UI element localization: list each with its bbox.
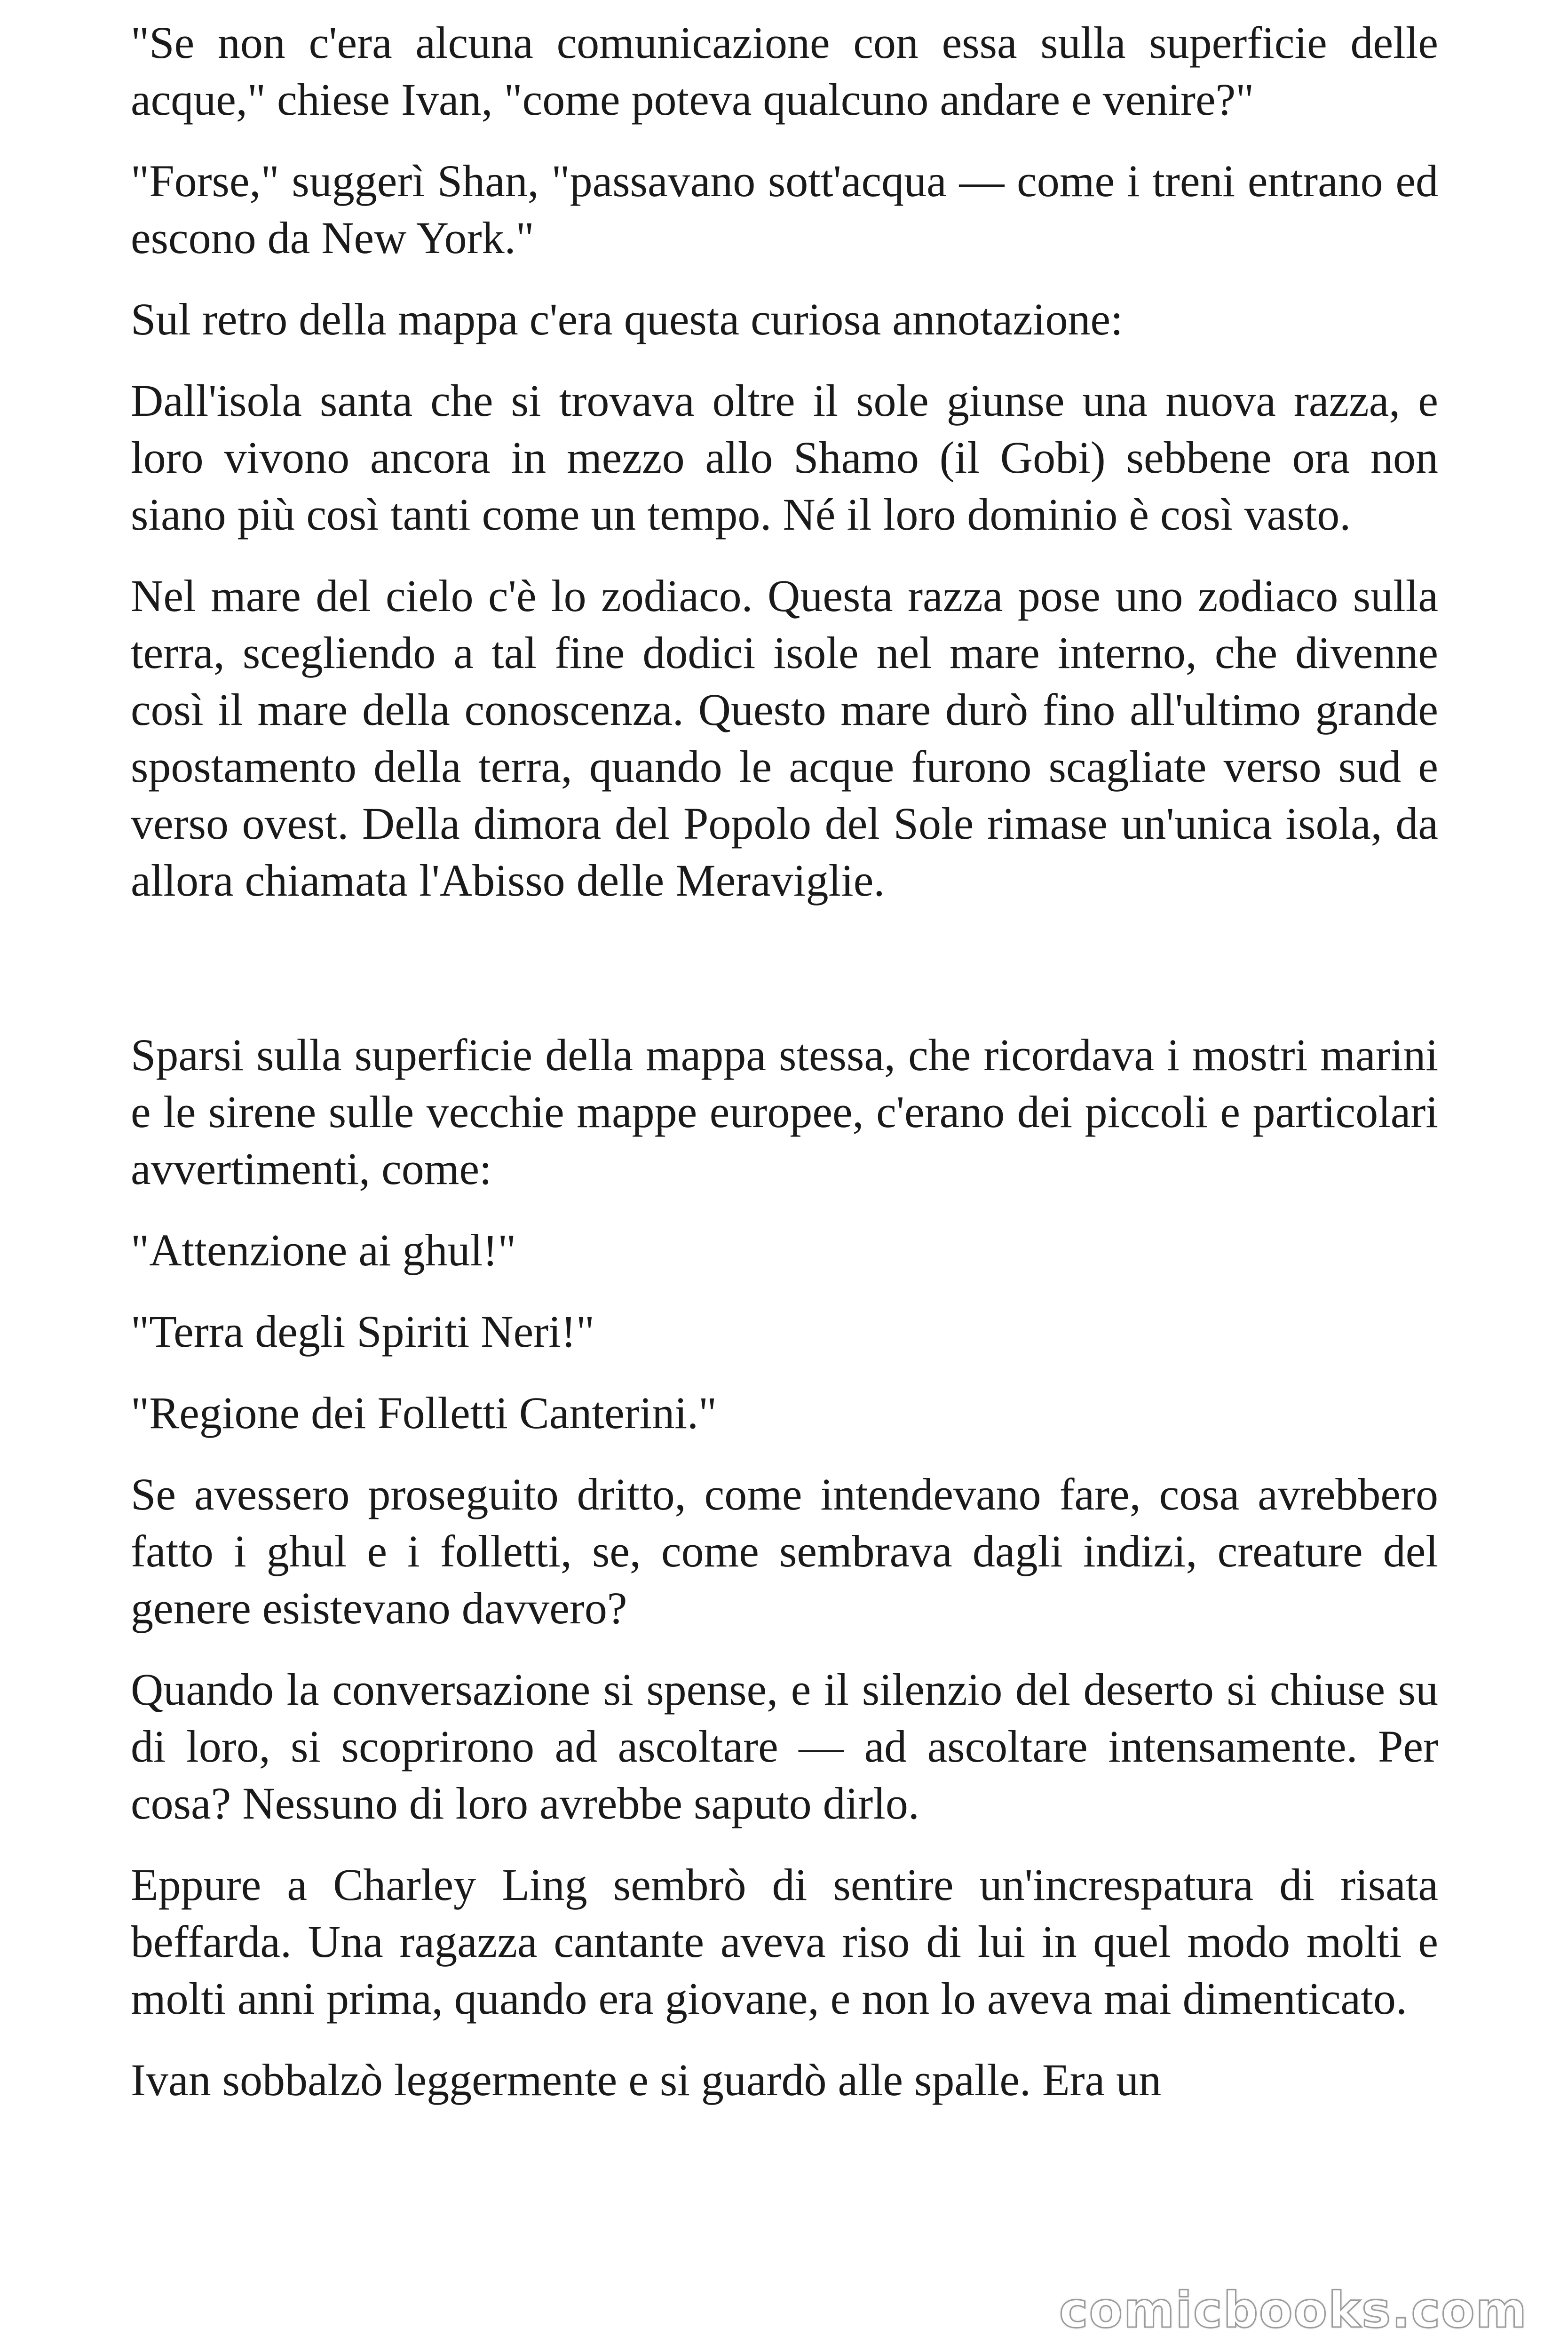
paragraph-warning-singing-goblins: "Regione dei Folletti Canterini." xyxy=(131,1388,717,1438)
paragraph-desert-silence: Quando la conversazione si spense, e il silenzio del deserto si chiuse su di loro, si scoprirono ad ascoltare — ad ascoltare intensamente. Per cosa? Nessuno di loro avrebbe saputo dirlo. xyxy=(131,1664,1438,1828)
watermark-logo: comicbooks.com xyxy=(1059,2281,1528,2339)
document-body xyxy=(131,14,1438,2133)
paragraph-ghouls-question: Se avessero proseguito dritto, come intendevano fare, cosa avrebbero fatto i ghul e i folletti, se, come sembrava dagli indizi, creature del genere esistevano davvero? xyxy=(131,1469,1438,1633)
paragraph-ivan-question: "Se non c'era alcuna comunicazione con essa sulla superficie delle acque," chiese Ivan, "come poteva qualcuno andare e venire?" xyxy=(131,17,1438,125)
paragraph-warning-ghouls: "Attenzione ai ghul!" xyxy=(131,1225,516,1275)
paragraph-map-annotation-intro: Sul retro della mappa c'era questa curiosa annotazione: xyxy=(131,294,1123,344)
paragraph-shan-answer: "Forse," suggerì Shan, "passavano sott'acqua — come i treni entrano ed escono da New York." xyxy=(131,156,1438,263)
paragraph-zodiac: Nel mare del cielo c'è lo zodiaco. Questa razza pose uno zodiaco sulla terra, scegliendo a tal fine dodici isole nel mare interno, che divenne così il mare della conoscenza. Questo mare durò fino all'ultimo grande spostamento della terra, quando le acque furono scagliate verso sud e verso ovest. Della dimora del Popolo del Sole rimase un'unica isola, da allora chiamata l'Abisso delle Meraviglie. xyxy=(131,571,1438,906)
paragraph-charley-ling: Eppure a Charley Ling sembrò di sentire un'increspatura di risata beffarda. Una ragazza cantante aveva riso di lui in quel modo molti e molti anni prima, quando era giovane, e non lo aveva mai dimenticato. xyxy=(131,1859,1438,2024)
paragraph-ivan-startled: Ivan sobbalzò leggermente e si guardò alle spalle. Era un xyxy=(131,2055,1162,2105)
paragraph-holy-island: Dall'isola santa che si trovava oltre il sole giunse una nuova razza, e loro vivono ancora in mezzo allo Shamo (il Gobi) sebbene ora non siano più così tanti come un tempo. Né il loro dominio è così vasto. xyxy=(131,375,1438,540)
paragraph-map-warnings: Sparsi sulla superficie della mappa stessa, che ricordava i mostri marini e le sirene sulle vecchie mappe europee, c'erano dei piccoli e particolari avvertimenti, come: xyxy=(131,1030,1438,1194)
paragraph-warning-black-spirits: "Terra degli Spiriti Neri!" xyxy=(131,1306,595,1357)
